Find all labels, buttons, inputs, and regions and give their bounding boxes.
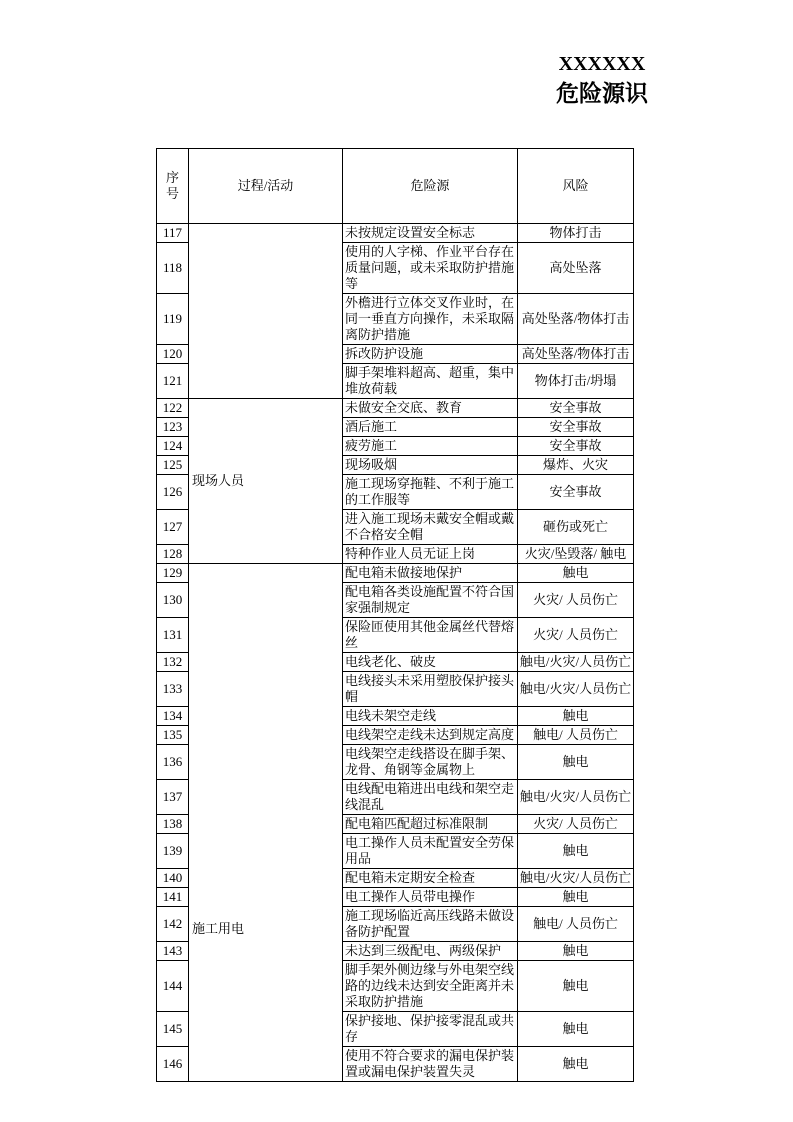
row-number-cell: 144 [157, 961, 189, 1012]
hazard-cell: 疲劳施工 [343, 437, 518, 456]
risk-cell: 安全事故 [518, 437, 634, 456]
row-number-cell: 125 [157, 456, 189, 475]
row-number-cell: 131 [157, 618, 189, 653]
hazard-cell: 拆改防护设施 [343, 345, 518, 364]
risk-cell: 安全事故 [518, 475, 634, 510]
hazard-cell: 配电箱匹配超过标准限制 [343, 815, 518, 834]
row-number-cell: 133 [157, 672, 189, 707]
risk-cell: 触电 [518, 707, 634, 726]
risk-cell: 触电/火灾/人员伤亡 [518, 869, 634, 888]
header-no-label: 序号 [165, 170, 179, 201]
process-group-cell [189, 399, 343, 564]
row-number-cell: 135 [157, 726, 189, 745]
hazard-cell: 电工操作人员带电操作 [343, 888, 518, 907]
hazard-cell: 配电箱各类设施配置不符合国家强制规定 [343, 583, 518, 618]
risk-cell: 火灾/ 人员伤亡 [518, 815, 634, 834]
row-number-cell: 139 [157, 834, 189, 869]
document-title-line1: XXXXXX [558, 53, 646, 75]
risk-cell: 火灾/坠毁落/ 触电 [518, 545, 634, 564]
group-label: 施工用电 [192, 920, 245, 936]
hazard-cell: 电线老化、破皮 [343, 653, 518, 672]
row-number-cell: 134 [157, 707, 189, 726]
hazard-cell: 未做安全交底、教育 [343, 399, 518, 418]
row-number-cell: 128 [157, 545, 189, 564]
risk-cell: 触电 [518, 1047, 634, 1082]
risk-cell: 爆炸、火灾 [518, 456, 634, 475]
hazard-cell: 使用不符合要求的漏电保护装置或漏电保护装置失灵 [343, 1047, 518, 1082]
hazard-cell: 施工现场临近高压线路未做设备防护配置 [343, 907, 518, 942]
header-row [157, 149, 634, 224]
header-cell-process: 过程/活动 [189, 149, 343, 224]
hazard-cell: 电线架空走线未达到规定高度 [343, 726, 518, 745]
risk-cell: 砸伤或死亡 [518, 510, 634, 545]
row-number-cell: 122 [157, 399, 189, 418]
risk-cell: 触电 [518, 564, 634, 583]
risk-cell: 触电 [518, 745, 634, 780]
hazard-cell: 电线架空走线搭设在脚手架、龙骨、角钢等金属物上 [343, 745, 518, 780]
hazard-cell: 酒后施工 [343, 418, 518, 437]
risk-cell: 火灾/ 人员伤亡 [518, 618, 634, 653]
hazard-cell: 未按规定设置安全标志 [343, 224, 518, 243]
row-number-cell: 127 [157, 510, 189, 545]
row-number-cell: 136 [157, 745, 189, 780]
risk-cell: 触电/火灾/人员伤亡 [518, 653, 634, 672]
row-number-cell: 142 [157, 907, 189, 942]
hazard-cell: 保护接地、保护接零混乱或共存 [343, 1012, 518, 1047]
row-number-cell: 143 [157, 942, 189, 961]
row-number-cell: 126 [157, 475, 189, 510]
risk-cell: 物体打击 [518, 224, 634, 243]
risk-cell: 高处坠落/物体打击 [518, 345, 634, 364]
row-number-cell: 123 [157, 418, 189, 437]
row-number-cell: 132 [157, 653, 189, 672]
table-body [157, 224, 634, 1082]
row-number-cell: 118 [157, 243, 189, 294]
hazard-cell: 脚手架堆料超高、超重，集中堆放荷载 [343, 364, 518, 399]
header-cell-risk: 风险 [518, 149, 634, 224]
hazard-cell: 保险匝使用其他金属丝代替熔丝 [343, 618, 518, 653]
risk-cell: 触电/火灾/人员伤亡 [518, 672, 634, 707]
row-number-cell: 121 [157, 364, 189, 399]
row-number-cell: 130 [157, 583, 189, 618]
row-number-cell: 138 [157, 815, 189, 834]
hazard-cell: 电工操作人员未配置安全劳保用品 [343, 834, 518, 869]
risk-cell: 触电/ 人员伤亡 [518, 726, 634, 745]
row-number-cell: 129 [157, 564, 189, 583]
row-number-cell: 117 [157, 224, 189, 243]
risk-cell: 触电 [518, 961, 634, 1012]
risk-cell: 物体打击/坍塌 [518, 364, 634, 399]
hazard-cell: 施工现场穿拖鞋、不利于施工的工作服等 [343, 475, 518, 510]
hazard-cell: 现场吸烟 [343, 456, 518, 475]
risk-cell: 高处坠落 [518, 243, 634, 294]
process-group-cell [189, 564, 343, 1082]
risk-cell: 触电 [518, 942, 634, 961]
hazard-cell: 配电箱未做接地保护 [343, 564, 518, 583]
group-label: 现场人员 [192, 473, 245, 488]
row-number-cell: 141 [157, 888, 189, 907]
document-title [536, 50, 668, 110]
document-title-line2: 危险源识 [556, 81, 648, 106]
table-row [157, 224, 634, 243]
risk-cell: 火灾/ 人员伤亡 [518, 583, 634, 618]
risk-cell: 触电 [518, 888, 634, 907]
header-cell-hazard: 危险源 [343, 149, 518, 224]
hazard-cell: 未达到三级配电、两级保护 [343, 942, 518, 961]
hazard-cell: 电线未架空走线 [343, 707, 518, 726]
risk-cell: 高处坠落/物体打击 [518, 294, 634, 345]
row-number-cell: 137 [157, 780, 189, 815]
table-row [157, 399, 634, 418]
row-number-cell: 140 [157, 869, 189, 888]
risk-cell: 触电 [518, 834, 634, 869]
header-cell-no [157, 149, 189, 224]
row-number-cell: 145 [157, 1012, 189, 1047]
hazard-cell: 进入施工现场未戴安全帽或戴不合格安全帽 [343, 510, 518, 545]
risk-cell: 触电/ 人员伤亡 [518, 907, 634, 942]
risk-cell: 触电 [518, 1012, 634, 1047]
row-number-cell: 120 [157, 345, 189, 364]
hazard-cell: 外檐进行立体交叉作业时，在同一垂直方向操作，未采取隔离防护措施 [343, 294, 518, 345]
hazard-cell: 电线接头未采用塑胶保护接头帽 [343, 672, 518, 707]
hazard-table [156, 148, 634, 1082]
row-number-cell: 146 [157, 1047, 189, 1082]
risk-cell: 安全事故 [518, 399, 634, 418]
hazard-cell: 使用的人字梯、作业平台存在质量问题，或未采取防护措施等 [343, 243, 518, 294]
hazard-cell: 脚手架外侧边缘与外电架空线路的边线未达到安全距离并未采取防护措施 [343, 961, 518, 1012]
hazard-cell: 电线配电箱进出电线和架空走线混乱 [343, 780, 518, 815]
risk-cell: 安全事故 [518, 418, 634, 437]
table-row [157, 564, 634, 583]
risk-cell: 触电/火灾/人员伤亡 [518, 780, 634, 815]
process-group-cell [189, 224, 343, 399]
row-number-cell: 124 [157, 437, 189, 456]
hazard-cell: 配电箱未定期安全检查 [343, 869, 518, 888]
hazard-cell: 特种作业人员无证上岗 [343, 545, 518, 564]
row-number-cell: 119 [157, 294, 189, 345]
